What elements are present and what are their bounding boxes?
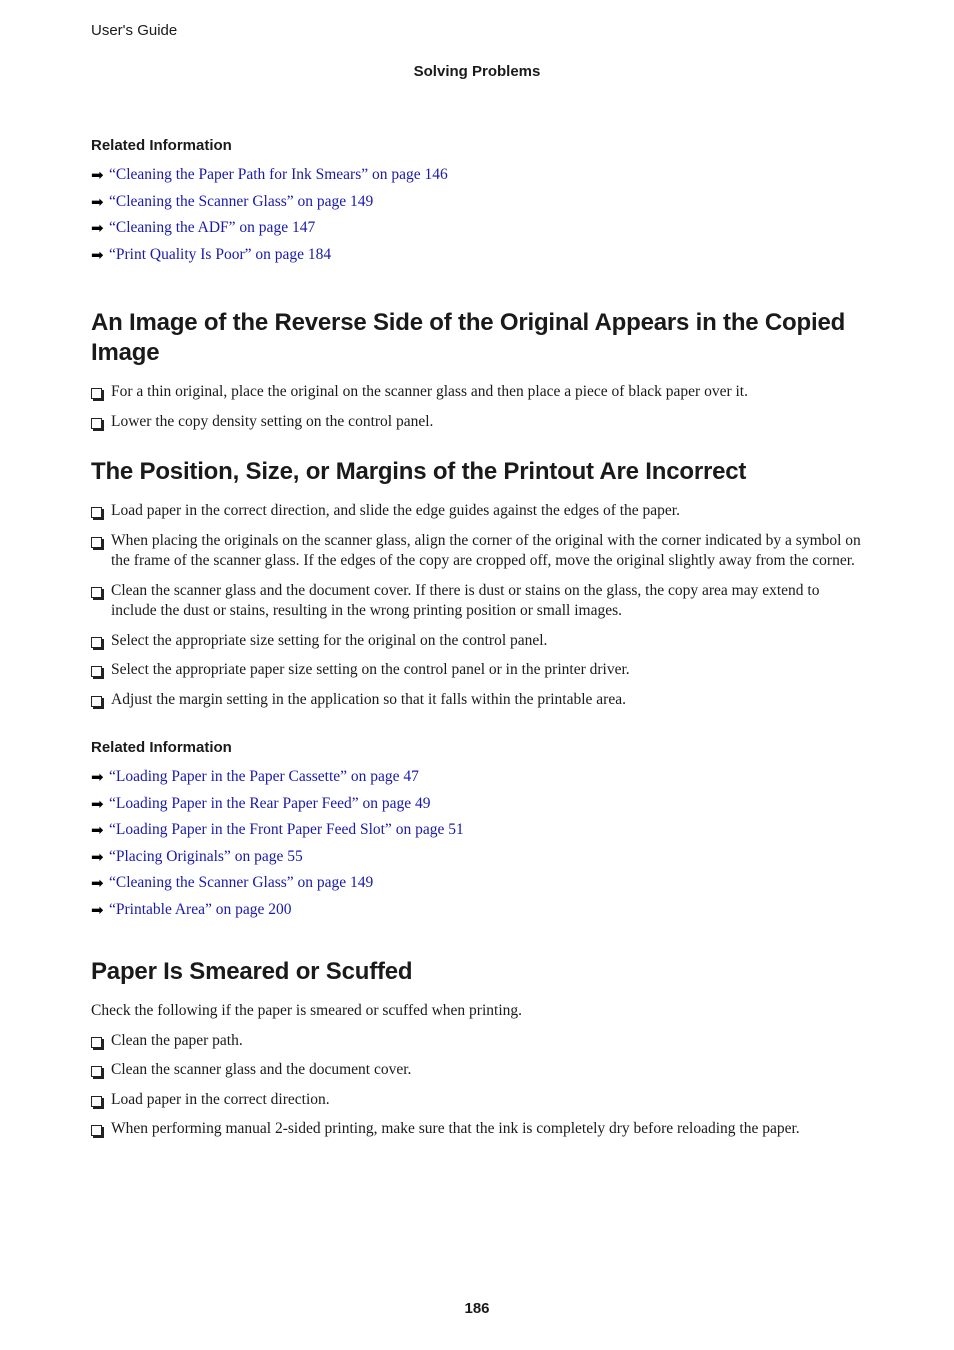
related-links-list: [91, 764, 866, 923]
checkbox-bullet-icon: [91, 1066, 102, 1077]
checklist-item-text: Select the appropriate paper size setting on the control panel or in the printer driver.: [111, 661, 630, 678]
arrow-right-icon: ➡: [91, 192, 104, 211]
related-information-1: [91, 136, 866, 268]
checkbox-bullet-icon: [91, 1125, 102, 1136]
checklist-item: [91, 1060, 866, 1081]
checkbox-bullet-icon: [91, 696, 102, 707]
related-link-item: [91, 791, 866, 818]
checklist-item-text: Select the appropriate size setting for the original on the control panel.: [111, 631, 548, 649]
checklist-item-text: Adjust the margin setting in the application so that it falls within the printable area.: [111, 690, 626, 708]
related-link-item: [91, 817, 866, 844]
checklist-item-text: When placing the originals on the scanner glass, align the corner of the original with the corner indicated by a symbol on the frame of the scanner glass. If the edges of the copy are cropped off, move the original slightly away from the corner.: [111, 531, 861, 569]
link-cleaning-scanner-glass[interactable]: “Cleaning the Scanner Glass” on page 149: [109, 192, 374, 210]
document-title: User's Guide: [91, 22, 178, 39]
page-content: [91, 136, 866, 1149]
related-links-list: [91, 162, 866, 268]
checklist-item: [91, 631, 866, 652]
checklist-item-text: Lower the copy density setting on the control panel.: [111, 412, 434, 430]
arrow-right-icon: ➡: [91, 821, 104, 840]
related-link-item: [91, 897, 866, 924]
link-print-quality-poor[interactable]: “Print Quality Is Poor” on page 184: [109, 245, 332, 263]
related-information-title: Related Information: [91, 739, 232, 756]
related-link-item: [91, 870, 866, 897]
checklist-item: [91, 382, 866, 403]
checklist-item: [91, 1119, 866, 1140]
checklist-item: [91, 581, 866, 622]
arrow-right-icon: ➡: [91, 245, 104, 264]
checklist-item: [91, 501, 866, 522]
related-information-title: Related Information: [91, 137, 232, 154]
checklist-item-text: Load paper in the correct direction, and slide the edge guides against the edges of the paper.: [111, 502, 680, 519]
link-loading-paper-cassette[interactable]: “Loading Paper in the Paper Cassette” on page 47: [109, 768, 419, 786]
checklist-item: [91, 690, 866, 711]
checklist-item: [91, 412, 866, 433]
checkbox-bullet-icon: [91, 388, 102, 399]
related-link-item: [91, 162, 866, 189]
page-number: 186: [464, 1300, 490, 1317]
checklist-item-text: Load paper in the correct direction.: [111, 1090, 330, 1108]
related-link-item: [91, 242, 866, 269]
arrow-right-icon: ➡: [91, 900, 104, 919]
related-link-item: [91, 189, 866, 216]
related-link-item: [91, 844, 866, 871]
section-heading: The Position, Size, or Margins of the Printout Are Incorrect: [91, 458, 747, 485]
checkbox-bullet-icon: [91, 637, 102, 648]
checklist-item-text: For a thin original, place the original on the scanner glass and then place a piece of black paper over it.: [111, 383, 748, 400]
checkbox-bullet-icon: [91, 587, 102, 598]
checklist-item: [91, 531, 866, 572]
arrow-right-icon: ➡: [91, 166, 104, 185]
checklist: [91, 1031, 866, 1140]
checklist-item: [91, 1090, 866, 1111]
link-cleaning-adf[interactable]: “Cleaning the ADF” on page 147: [109, 219, 316, 237]
link-cleaning-scanner-glass[interactable]: “Cleaning the Scanner Glass” on page 149: [109, 874, 374, 892]
checkbox-bullet-icon: [91, 507, 102, 518]
arrow-right-icon: ➡: [91, 847, 104, 866]
checklist-item-text: Clean the scanner glass and the document cover.: [111, 1061, 412, 1078]
section-heading: Paper Is Smeared or Scuffed: [91, 958, 413, 985]
checkbox-bullet-icon: [91, 418, 102, 429]
section-position-size-margins: [91, 457, 866, 710]
section-reverse-side-image: [91, 308, 866, 432]
arrow-right-icon: ➡: [91, 768, 104, 787]
related-information-2: [91, 738, 866, 923]
checkbox-bullet-icon: [91, 666, 102, 677]
related-link-item: [91, 764, 866, 791]
checklist-item: [91, 660, 866, 681]
link-placing-originals[interactable]: “Placing Originals” on page 55: [109, 847, 303, 865]
checkbox-bullet-icon: [91, 1096, 102, 1107]
section-paper-smeared: [91, 957, 866, 1140]
checklist-item-text: Clean the scanner glass and the document cover. If there is dust or stains on the glass, the copy area may extend to include the dust or stains, resulting in the wrong printing position or small images.: [111, 581, 820, 619]
arrow-right-icon: ➡: [91, 794, 104, 813]
section-intro: Check the following if the paper is smeared or scuffed when printing.: [91, 1002, 523, 1019]
checkbox-bullet-icon: [91, 537, 102, 548]
checkbox-bullet-icon: [91, 1037, 102, 1048]
section-heading: An Image of the Reverse Side of the Original Appears in the Copied Image: [91, 309, 846, 366]
arrow-right-icon: ➡: [91, 219, 104, 238]
link-loading-rear-paper-feed[interactable]: “Loading Paper in the Rear Paper Feed” on page 49: [109, 794, 431, 812]
checklist-item: [91, 1031, 866, 1052]
link-cleaning-paper-path[interactable]: “Cleaning the Paper Path for Ink Smears” on page 146: [109, 166, 448, 184]
checklist: [91, 501, 866, 710]
arrow-right-icon: ➡: [91, 874, 104, 893]
related-link-item: [91, 215, 866, 242]
checklist: [91, 382, 866, 432]
checklist-item-text: When performing manual 2-sided printing, make sure that the ink is completely dry before reloading the paper.: [111, 1120, 800, 1137]
chapter-title: Solving Problems: [413, 63, 541, 80]
link-loading-front-paper-feed-slot[interactable]: “Loading Paper in the Front Paper Feed Slot” on page 51: [109, 821, 464, 839]
checklist-item-text: Clean the paper path.: [111, 1031, 243, 1049]
link-printable-area[interactable]: “Printable Area” on page 200: [109, 900, 292, 918]
